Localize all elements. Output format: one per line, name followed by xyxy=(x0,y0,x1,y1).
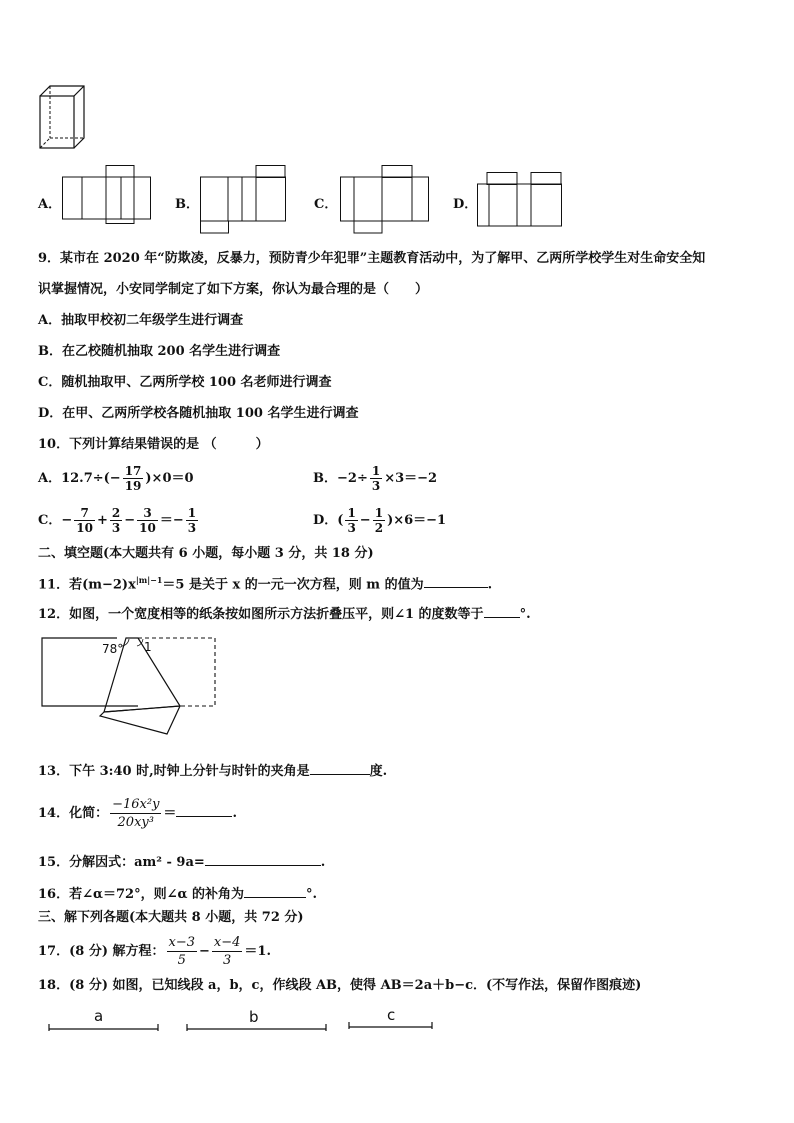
segment-c-label: c xyxy=(387,1006,396,1024)
q10-c-fraction2: $\frac{2}{3}$ xyxy=(111,506,121,535)
q10-c-fraction3: $\frac{3}{10}$ xyxy=(139,506,156,535)
q11-exponent: |m|−1 xyxy=(135,575,163,585)
q14-end: . xyxy=(232,806,237,821)
q10-a-label: A． xyxy=(38,471,62,486)
q9-option-c: C．随机抽取甲、乙两所学校 100 名老师进行调查 xyxy=(38,375,332,390)
q10-stem: 10．下列计算结果错误的是 （ ） xyxy=(38,437,269,452)
q17-fraction2: $\frac{x-4}{3}$ xyxy=(213,935,241,968)
option-d-label: D． xyxy=(453,197,478,212)
q13-answer-blank[interactable] xyxy=(310,760,370,775)
q17-pre: 17．(8 分) 解方程： xyxy=(38,944,165,959)
q13-pre: 13．下午 3:40 时,时钟上分针与时针的夹角是 xyxy=(38,764,310,779)
net-figure-c xyxy=(340,165,435,235)
q14-pre: 14．化简： xyxy=(38,806,109,821)
q12-end: °. xyxy=(519,607,531,622)
q16-answer-blank[interactable] xyxy=(244,883,306,898)
q11-post: ＝5 是关于 x 的一元一次方程，则 m 的值为 xyxy=(162,577,424,593)
q15-pre: 15．分解因式：am² - 9a= xyxy=(38,855,205,870)
q13-end: 度. xyxy=(369,764,388,779)
q11 xyxy=(38,571,492,594)
q12 xyxy=(38,603,531,624)
q11-end: . xyxy=(487,577,493,593)
q15 xyxy=(38,851,325,872)
q9-stem-line1: 9．某市在 2020 年“防欺凌，反暴力，预防青少年犯罪”主题教育活动中，为了解甲、乙两所学校学生对生命安全知 xyxy=(38,251,706,266)
q10-c-sign4: ＝− xyxy=(159,513,184,528)
q9-option-a: A．抽取甲校初二年级学生进行调查 xyxy=(38,313,244,328)
option-c-label: C． xyxy=(314,197,338,212)
q17-fraction1: $\frac{x-3}{5}$ xyxy=(168,935,195,968)
q11-pre: 11．若(m−2)x xyxy=(38,577,136,593)
q10-option-d xyxy=(313,506,446,535)
q10-c-fraction4: $\frac{1}{3}$ xyxy=(187,506,197,535)
q16 xyxy=(38,883,317,904)
q16-end: °. xyxy=(306,887,318,902)
q18: 18．(8 分) 如图，已知线段 a，b，c，作线段 AB，使得 AB＝2a＋b−c．(不写作法，保留作图痕迹) xyxy=(38,978,642,993)
q14-fraction: $\frac{\text{−16x²y}}{\text{20xy³}}$ xyxy=(112,797,160,830)
q10-c-sign2: + xyxy=(96,513,108,528)
q14-eq: ＝ xyxy=(163,806,177,821)
net-figure-d xyxy=(477,172,567,230)
segment-b-label: b xyxy=(249,1008,259,1026)
q9-option-b: B．在乙校随机抽取 200 名学生进行调查 xyxy=(38,344,281,359)
angle-1-label: 1 xyxy=(144,640,152,654)
q10-option-b xyxy=(313,464,437,493)
q12-text: 12．如图，一个宽度相等的纸条按如图所示方法折叠压平，则∠1 的度数等于 xyxy=(38,607,484,622)
angle-78-label: 78° xyxy=(102,642,124,656)
section-3-heading: 三、解下列各题(本大题共 8 小题，共 72 分) xyxy=(38,910,304,925)
q10-a-post: )×0＝0 xyxy=(145,471,194,486)
q12-answer-blank[interactable] xyxy=(484,603,520,618)
q10-b-fraction: $\frac{1}{3}$ xyxy=(371,464,381,493)
folded-strip-figure xyxy=(40,636,220,740)
q9-stem-line2: 识掌握情况，小安同学制定了如下方案，你认为最合理的是（ ） xyxy=(38,282,429,297)
q15-answer-blank[interactable] xyxy=(205,851,321,866)
q10-option-c xyxy=(38,506,200,535)
segment-a-figure xyxy=(48,1022,160,1032)
q14-answer-blank[interactable] xyxy=(176,802,232,817)
cuboid-figure xyxy=(38,84,88,152)
q17-mid: − xyxy=(199,944,210,959)
net-figure-b xyxy=(200,165,290,235)
q10-d-label: D． xyxy=(313,513,338,528)
q17 xyxy=(38,934,271,969)
q15-end: . xyxy=(320,855,326,870)
q10-d-pre: ( xyxy=(337,513,344,528)
q10-d-fraction1: $\frac{1}{3}$ xyxy=(347,506,356,535)
segment-a-label: a xyxy=(94,1007,104,1025)
q10-option-a xyxy=(38,464,194,493)
q10-d-post: )×6＝−1 xyxy=(387,513,447,528)
q10-d-fraction2: $\frac{1}{2}$ xyxy=(374,506,384,535)
q10-c-sign1: − xyxy=(61,513,73,528)
q10-b-label: B． xyxy=(313,471,337,486)
q10-b-pre: −2÷ xyxy=(337,471,368,486)
q9-option-d: D．在甲、乙两所学校各随机抽取 100 名学生进行调查 xyxy=(38,406,359,421)
q14 xyxy=(38,796,237,831)
q10-a-fraction: $\frac{17}{19}$ xyxy=(124,464,142,493)
option-b-label: B． xyxy=(175,197,199,212)
section-2-heading: 二、填空题(本大题共有 6 小题，每小题 3 分，共 18 分) xyxy=(38,546,374,561)
q16-pre: 16．若∠α＝72°，则∠α 的补角为 xyxy=(38,887,245,902)
q10-c-label: C． xyxy=(38,513,62,528)
net-figure-a xyxy=(62,165,152,225)
q10-a-pre: 12.7÷(− xyxy=(61,471,121,486)
q11-answer-blank[interactable] xyxy=(424,573,488,588)
q10-c-sign3: − xyxy=(124,513,136,528)
q13 xyxy=(38,760,387,781)
q10-b-post: ×3＝−2 xyxy=(384,471,438,486)
q17-end: ＝1. xyxy=(244,944,271,959)
q10-c-fraction1: $\frac{7}{10}$ xyxy=(76,506,93,535)
q10-d-mid: − xyxy=(359,513,371,528)
option-a-label: A． xyxy=(38,197,62,212)
